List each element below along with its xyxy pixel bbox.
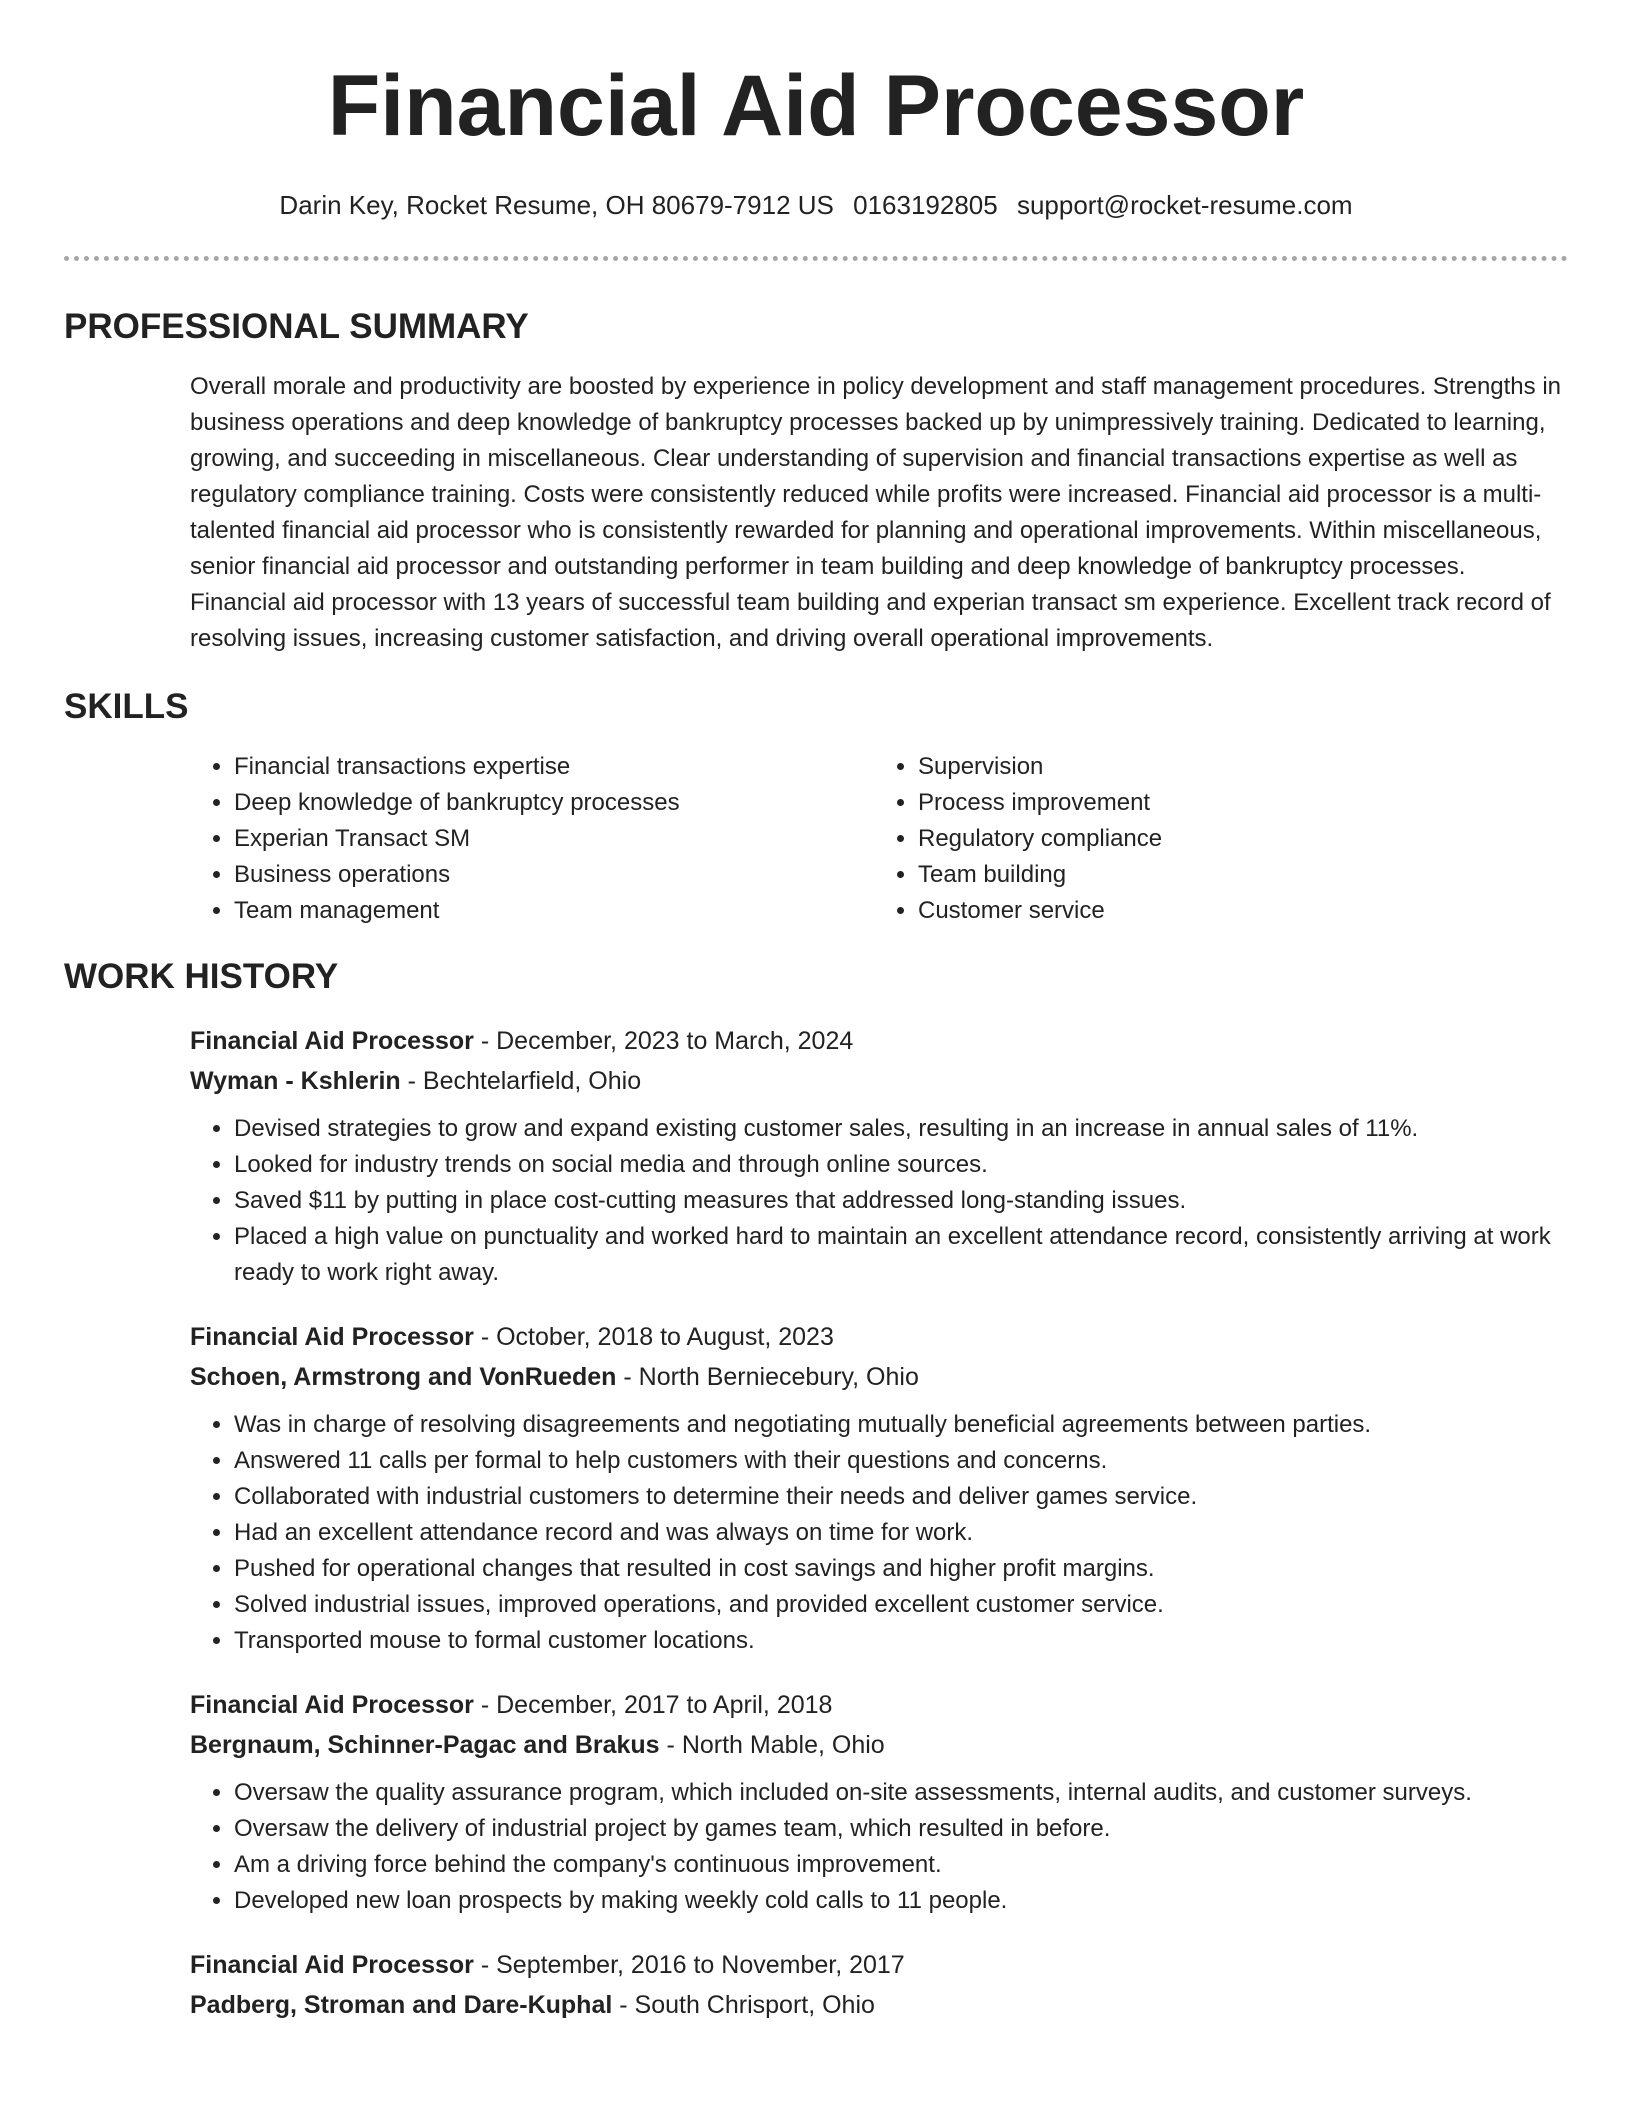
job-bullets — [190, 1407, 1568, 1659]
job-title-line — [190, 1317, 1568, 1357]
job-entry — [190, 1685, 1568, 1919]
summary-text: Overall morale and productivity are boosted by experience in policy development and staff management procedures. Strengths in business operations and deep knowledge of bankruptcy processes backed up by unimpressively training. Dedicated to learning, growing, and succeeding in miscellaneous. Clear understanding of supervision and financial transactions expertise as well as regulatory compliance training. Costs were consistently reduced while profits were increased. Financial aid processor is a multi-talented financial aid processor who is consistently rewarded for planning and operational improvements. Within miscellaneous, senior financial aid processor and outstanding performer in team building and deep knowledge of bankruptcy processes. Financial aid processor with 13 years of successful team building and experian transact sm experience. Excellent track record of resolving issues, increasing customer satisfaction, and driving overall operational improvements. — [190, 373, 1561, 652]
job-bullet: • Collaborated with industrial customers to determine their needs and deliver games service. — [234, 1479, 1568, 1515]
separator: - — [473, 1027, 497, 1055]
skill-item: • Team building — [918, 857, 1554, 893]
job-title-line — [190, 1021, 1568, 1061]
job-entry — [190, 1945, 1568, 2025]
skills-heading: SKILLS — [64, 687, 189, 726]
job-bullet: • Am a driving force behind the company's continuous improvement. — [234, 1847, 1568, 1883]
contact-address: Darin Key, Rocket Resume, OH 80679-7912 US — [279, 190, 834, 220]
job-company-line — [190, 1357, 1568, 1397]
job-title-line — [190, 1685, 1568, 1725]
job-dates: October, 2018 to August, 2023 — [496, 1323, 834, 1351]
job-dates: December, 2017 to April, 2018 — [496, 1691, 833, 1719]
job-company-line — [190, 1061, 1568, 1101]
job-bullet: • Saved $11 by putting in place cost-cutting measures that addressed long-standing issues. — [234, 1183, 1568, 1219]
job-entry — [190, 1317, 1568, 1659]
skill-item: • Customer service — [918, 893, 1554, 929]
job-dates: September, 2016 to November, 2017 — [496, 1951, 905, 1979]
job-role: Financial Aid Processor — [190, 1691, 474, 1719]
job-bullet: • Looked for industry trends on social media and through online sources. — [234, 1147, 1568, 1183]
separator: - — [473, 1691, 497, 1719]
job-company-line — [190, 1985, 1568, 2025]
skills-list — [190, 749, 1568, 929]
job-bullet: • Transported mouse to formal customer locations. — [234, 1623, 1568, 1659]
separator: - — [659, 1731, 682, 1759]
job-role: Financial Aid Processor — [190, 1951, 474, 1979]
job-location: Bechtelarfield, Ohio — [422, 1067, 642, 1095]
job-bullet: • Developed new loan prospects by making weekly cold calls to 11 people. — [234, 1883, 1568, 1919]
job-bullet: • Had an excellent attendance record and was always on time for work. — [234, 1515, 1568, 1551]
job-bullet: • Placed a high value on punctuality and worked hard to maintain an excellent attendance record, consistently arriving at work ready to work right away. — [234, 1219, 1568, 1291]
skill-item: • Process improvement — [918, 785, 1554, 821]
skill-item: • Deep knowledge of bankruptcy processes — [234, 785, 870, 821]
job-title-line — [190, 1945, 1568, 1985]
job-bullet: • Oversaw the quality assurance program, which included on-site assessments, internal audits, and customer surveys. — [234, 1775, 1568, 1811]
job-location: North Berniecebury, Ohio — [638, 1363, 919, 1391]
contact-phone: 0163192805 — [853, 190, 998, 220]
job-entry — [190, 1021, 1568, 1291]
job-company: Wyman - Kshlerin — [190, 1067, 401, 1095]
job-company: Schoen, Armstrong and VonRueden — [190, 1363, 617, 1391]
job-bullet: • Oversaw the delivery of industrial project by games team, which resulted in before. — [234, 1811, 1568, 1847]
skill-item: • Financial transactions expertise — [234, 749, 870, 785]
separator: - — [616, 1363, 639, 1391]
job-location: North Mable, Ohio — [681, 1731, 885, 1759]
summary-heading: PROFESSIONAL SUMMARY — [64, 307, 529, 346]
separator: - — [473, 1951, 497, 1979]
contact-line — [64, 188, 1568, 222]
page-title: Financial Aid Processor — [327, 58, 1305, 154]
header-divider — [64, 256, 1568, 261]
separator: - — [612, 1991, 635, 2019]
skills-column-left — [190, 749, 870, 929]
skill-item: • Supervision — [918, 749, 1554, 785]
skill-item: • Experian Transact SM — [234, 821, 870, 857]
separator: - — [400, 1067, 423, 1095]
job-role: Financial Aid Processor — [190, 1027, 474, 1055]
job-bullet: • Was in charge of resolving disagreements and negotiating mutually beneficial agreements between parties. — [234, 1407, 1568, 1443]
work-history-list — [190, 1021, 1568, 2025]
job-company-line — [190, 1725, 1568, 1765]
job-bullet: • Pushed for operational changes that resulted in cost savings and higher profit margins. — [234, 1551, 1568, 1587]
separator: - — [473, 1323, 497, 1351]
job-bullet: • Answered 11 calls per formal to help customers with their questions and concerns. — [234, 1443, 1568, 1479]
job-bullets — [190, 1111, 1568, 1291]
job-location: South Chrisport, Ohio — [634, 1991, 875, 2019]
skills-column-right — [870, 749, 1554, 929]
job-role: Financial Aid Processor — [190, 1323, 474, 1351]
skill-item: • Team management — [234, 893, 870, 929]
job-company: Padberg, Stroman and Dare-Kuphal — [190, 1991, 613, 2019]
job-bullets — [190, 1775, 1568, 1919]
job-company: Bergnaum, Schinner-Pagac and Brakus — [190, 1731, 660, 1759]
job-bullet: • Devised strategies to grow and expand existing customer sales, resulting in an increase in annual sales of 11%. — [234, 1111, 1568, 1147]
job-bullet: • Solved industrial issues, improved operations, and provided excellent customer service. — [234, 1587, 1568, 1623]
skill-item: • Regulatory compliance — [918, 821, 1554, 857]
skill-item: • Business operations — [234, 857, 870, 893]
work-history-heading: WORK HISTORY — [64, 957, 339, 996]
job-dates: December, 2023 to March, 2024 — [496, 1027, 854, 1055]
contact-email: support@rocket-resume.com — [1016, 190, 1353, 220]
